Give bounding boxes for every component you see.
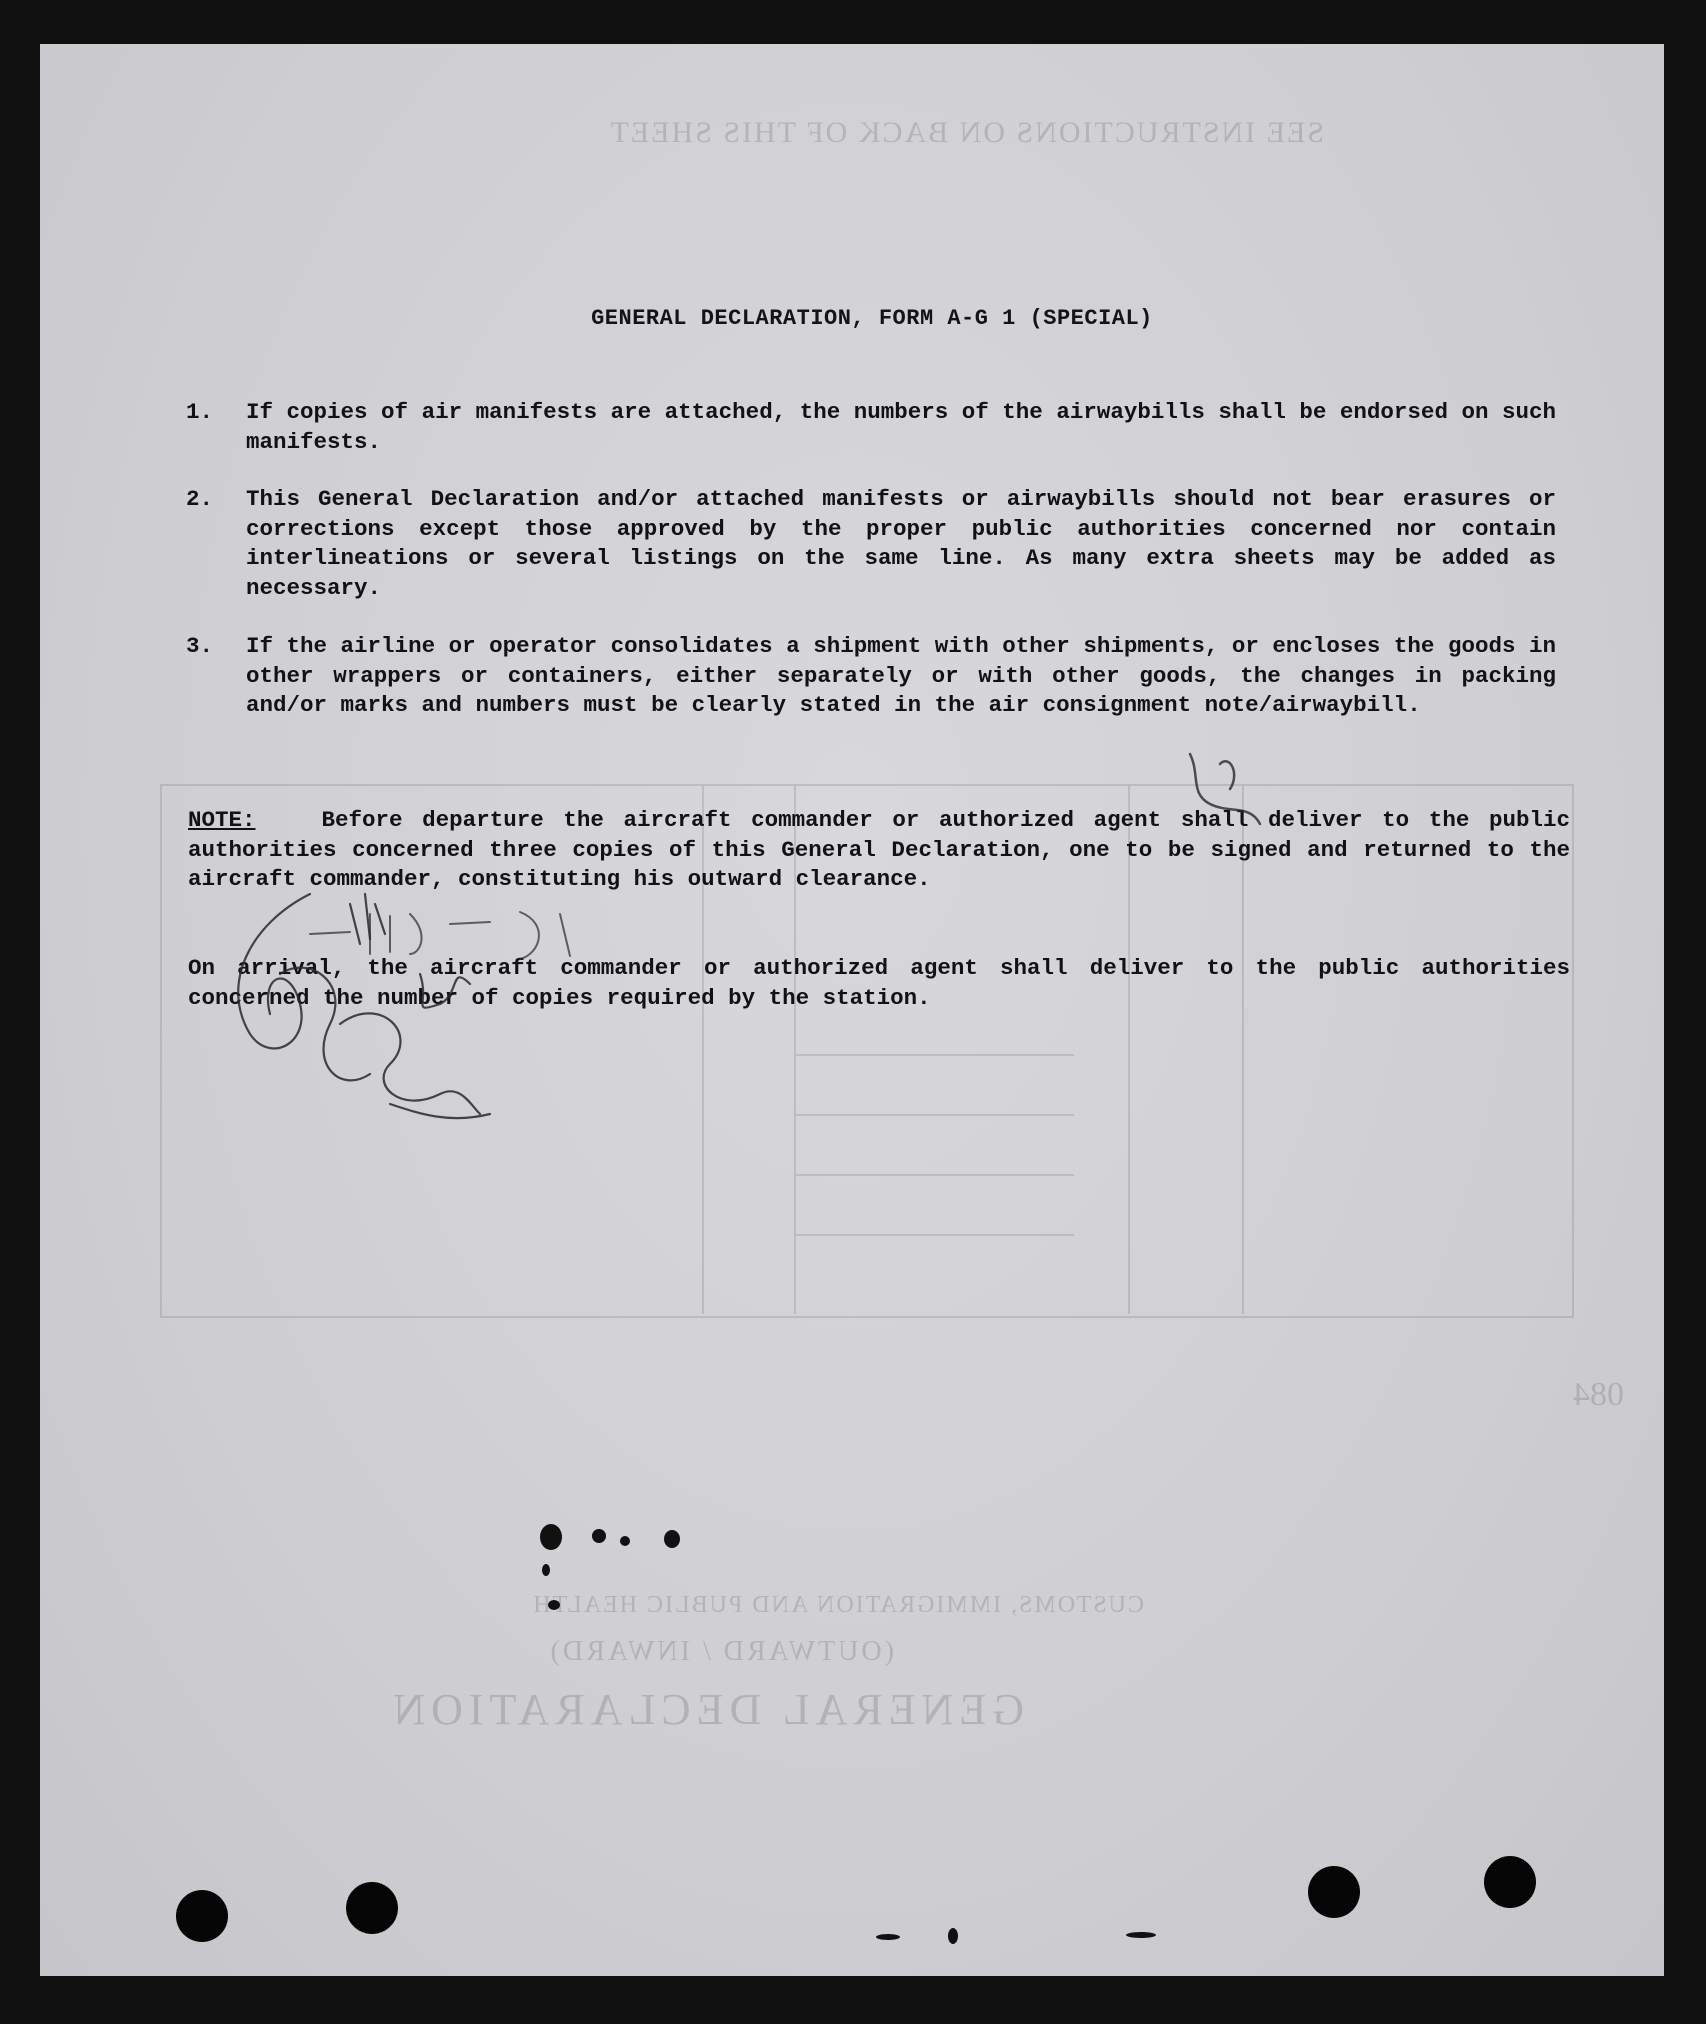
ink-spot	[948, 1928, 958, 1944]
note-text: Before departure the aircraft commander or authorized agent shall deliver to the public authorities concerned three copies of this General Declaration, one to be signed and returned to the aircraft commander, constituting his outward clearance.	[188, 807, 1570, 892]
document-sheet	[40, 44, 1664, 1976]
ink-spot	[592, 1529, 606, 1543]
bleed-agencies: CUSTOMS, IMMIGRATION AND PUBLIC HEALTH	[531, 1592, 1144, 1618]
ink-spot	[542, 1564, 550, 1576]
punch-hole	[1484, 1856, 1536, 1908]
item-number: 1.	[186, 399, 214, 425]
bleed-subtitle: (OUTWARD / INWARD)	[547, 1636, 894, 1667]
bleed-heading: SEE INSTRUCTIONS ON BACK OF THIS SHEET	[608, 116, 1324, 149]
ink-spot	[1126, 1932, 1156, 1938]
arrival-paragraph: On arrival, the aircraft commander or authorized agent shall deliver to the public authorities concerned the number of copies required by the station.	[188, 955, 1570, 1011]
item-number: 2.	[186, 486, 214, 512]
ink-spot	[620, 1536, 630, 1546]
item-text: If copies of air manifests are attached, the numbers of the airwaybills shall be endorsed on such manifests.	[246, 399, 1556, 455]
ink-spot	[876, 1934, 900, 1940]
punch-hole	[176, 1890, 228, 1942]
item-number: 3.	[186, 633, 214, 659]
declaration-text	[40, 44, 1664, 1976]
punch-hole	[1308, 1866, 1360, 1918]
ink-spot	[548, 1600, 560, 1610]
item-text: This General Declaration and/or attached manifests or airwaybills should not bear erasures or corrections except those approved by the proper public authorities concerned nor contain interlineations or several listings on the same line. As many extra sheets may be added as necessary.	[246, 486, 1556, 601]
page-title: GENERAL DECLARATION, FORM A-G 1 (SPECIAL)	[591, 306, 1153, 331]
punch-hole	[346, 1882, 398, 1934]
ink-spot	[664, 1530, 680, 1548]
ink-spot	[540, 1524, 562, 1550]
item-text: If the airline or operator consolidates a shipment with other shipments, or encloses the goods in other wrappers or containers, either separately or with other goods, the changes in packing and/or marks and numbers must be clearly stated in the air consignment note/airwaybill.	[246, 633, 1556, 718]
bleed-form-title: GENERAL DECLARATION	[387, 1685, 1024, 1734]
bleed-code: 084	[1573, 1376, 1624, 1413]
note-label: NOTE:	[188, 807, 256, 833]
note-paragraph	[188, 806, 1570, 895]
